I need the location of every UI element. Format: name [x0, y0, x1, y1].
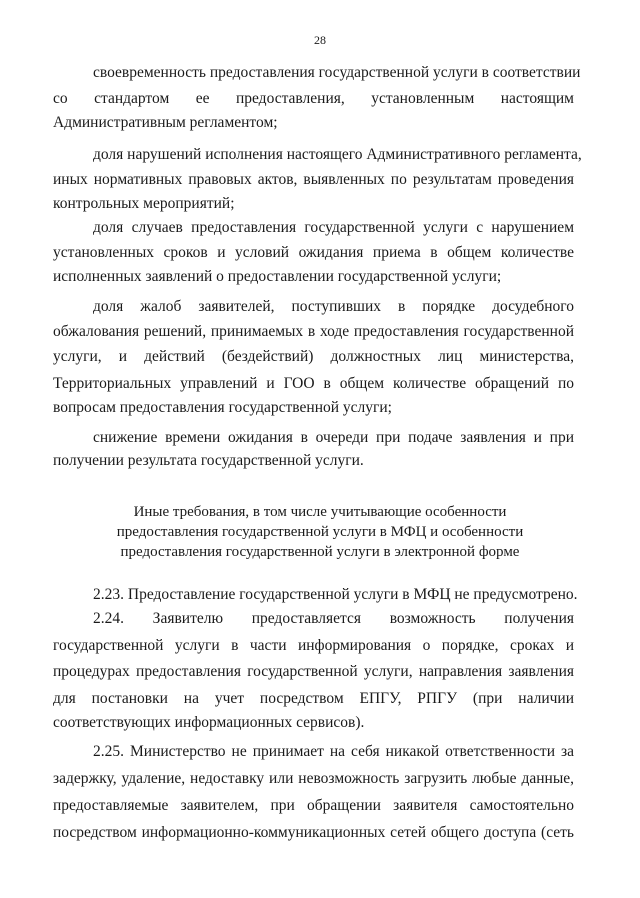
section-heading-line: предоставления государственной услуги в электронной форме: [120, 544, 520, 560]
text-line: 2.24. Заявителю предоставляется возможность получения: [93, 610, 574, 627]
text-line: задержку, удаление, недоставку или невозможность загрузить любые данные,: [53, 770, 574, 787]
text-line: 2.25. Министерство не принимает на себя никакой ответственности за: [93, 743, 574, 760]
text-line: услуги, и действий (бездействий) должностных лиц министерства,: [53, 348, 574, 365]
text-line: посредством информационно-коммуникационных сетей общего доступа (сеть: [53, 824, 574, 841]
text-line: доля случаев предоставления государственной услуги с нарушением: [93, 219, 574, 236]
text-line: своевременность предоставления государственной услуги в соответствии: [93, 64, 581, 81]
text-line: доля жалоб заявителей, поступивших в порядке досудебного: [93, 298, 574, 315]
section-heading-line: предоставления государственной услуги в МФЦ и особенности: [116, 524, 524, 540]
text-line: процедурах предоставления государственной услуги, направления заявления: [53, 663, 574, 680]
text-line: государственной услуги в части информирования о порядке, сроках и: [53, 637, 574, 654]
text-line: иных нормативных правовых актов, выявленных по результатам проведения: [53, 171, 574, 188]
text-line: контрольных мероприятий;: [53, 195, 235, 212]
text-line: получении результата государственной услуги.: [53, 452, 364, 469]
text-line: для постановки на учет посредством ЕПГУ, РПГУ (при наличии: [53, 690, 574, 707]
text-line: предоставляемые заявителем, при обращении заявителя самостоятельно: [53, 797, 574, 814]
section-heading-line: Иные требования, в том числе учитывающие особенности: [133, 504, 507, 520]
text-line: обжалования решений, принимаемых в ходе предоставления государственной: [53, 323, 574, 340]
page-number: 28: [314, 33, 326, 47]
text-line: Административным регламентом;: [53, 114, 278, 131]
text-line: 2.23. Предоставление государственной услуги в МФЦ не предусмотрено.: [93, 586, 578, 603]
text-line: доля нарушений исполнения настоящего Административного регламента,: [93, 146, 582, 163]
text-line: Территориальных управлений и ГОО в общем количестве обращений по: [53, 375, 574, 392]
text-line: вопросам предоставления государственной услуги;: [53, 399, 392, 416]
text-line: установленных сроков и условий ожидания приема в общем количестве: [53, 244, 574, 261]
text-line: снижение времени ожидания в очереди при подаче заявления и при: [93, 429, 574, 446]
text-line: исполненных заявлений о предоставлении государственной услуги;: [53, 268, 502, 285]
text-line: со стандартом ее предоставления, установленным настоящим: [53, 90, 574, 107]
text-line: соответствующих информационных сервисов).: [53, 714, 365, 731]
